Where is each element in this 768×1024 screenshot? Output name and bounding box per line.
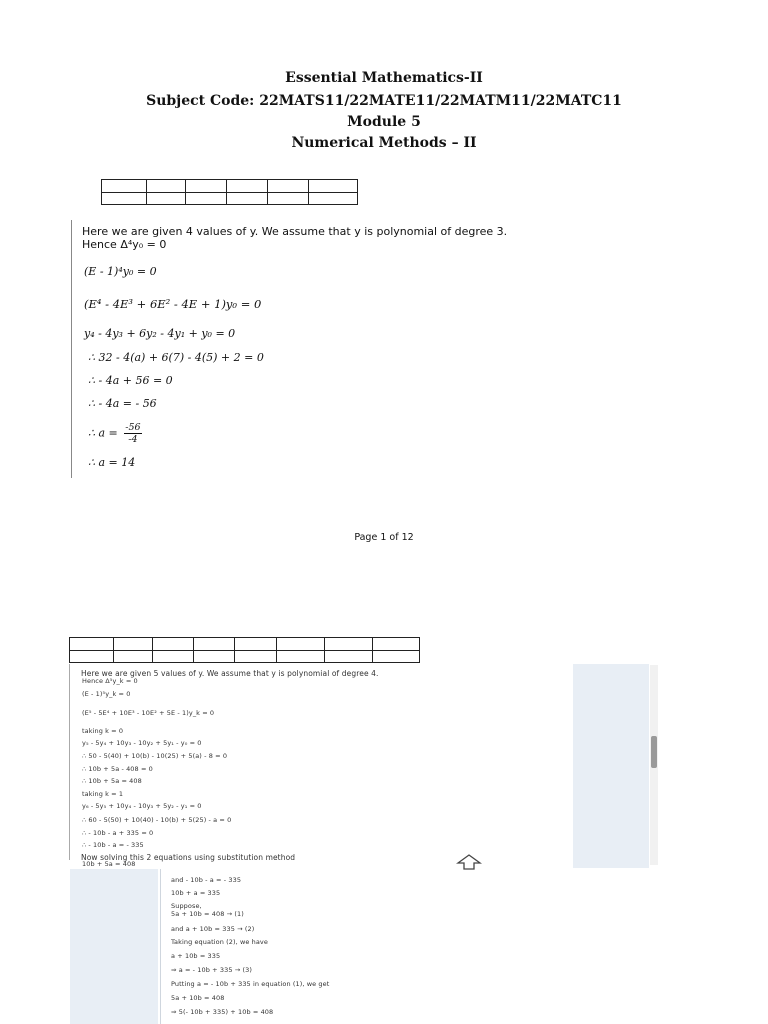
section3-line: 5a + 10b = 408 [171,994,225,1002]
table-cell [235,638,277,651]
table-cell [147,193,186,205]
table-cell [194,651,235,663]
section2-line: ∴ 50 - 5(40) + 10(b) - 10(25) + 5(a) - 8 = 0 [82,752,228,760]
table-cell [227,193,268,205]
page-number: Page 1 of 12 [354,532,414,543]
section3-line: Putting a = - 10b + 335 in equation (1), we get [171,980,330,988]
empty-table-2 [69,637,420,663]
section3-line: ⇒ a = - 10b + 335 → (3) [171,966,252,974]
section2-line: ∴ 10b + 5a - 408 = 0 [82,765,153,773]
section-title: Numerical Methods – II [291,135,477,151]
subject-code: Subject Code: 22MATS11/22MATE11/22MATM11/22MATC11 [146,93,622,109]
table-cell [373,638,420,651]
table-cell [70,651,114,663]
table-cell [268,193,309,205]
section2-line: (E - 1)⁵y_k = 0 [82,690,131,698]
table-cell [373,651,420,663]
section3-line: ⇒ 5(- 10b + 335) + 10b = 408 [171,1008,274,1016]
fraction [124,422,141,445]
section2-line: y₅ - 5y₄ + 10y₃ - 10y₂ + 5y₁ - y₀ = 0 [82,739,202,747]
section2-line: ∴ 10b + 5a = 408 [82,777,142,785]
intro-text: Here we are given 4 values of y. We assume that y is polynomial of degree 3. [82,225,508,238]
table-cell [309,193,358,205]
solution-left-border [71,220,72,478]
section2-line: Hence Δ⁵y_k = 0 [82,677,138,685]
section2-line: ∴ - 10b - a = - 335 [82,841,144,849]
section2-line: ∴ 60 - 5(50) + 10(40) - 10(b) + 5(25) - a = 0 [82,816,232,824]
section2-line: Here we are given 5 values of y. We assume that y is polynomial of degree 4. [81,669,379,678]
section3-line: and - 10b - a = - 335 [171,876,242,884]
equation: ∴ - 4a = - 56 [88,397,157,410]
section2-line: 10b + 5a = 408 [82,860,136,868]
scrollbar-thumb[interactable] [651,736,657,768]
screenshot-side-panel [573,664,649,868]
section3-divider [160,869,161,1024]
section2-line: Now solving this 2 equations using substitution method [81,853,296,862]
equation-fraction [88,422,142,445]
up-arrow-icon[interactable] [456,852,482,872]
equation-prefix: ∴ a = [88,426,118,440]
module-title: Module 5 [347,114,421,130]
table-cell [102,193,147,205]
table-cell [70,638,114,651]
fraction-denominator: -4 [128,434,138,445]
section2-line: taking k = 1 [82,790,124,798]
table-cell [153,638,194,651]
section3-line: Taking equation (2), we have [171,938,268,946]
table-cell [277,638,325,651]
section3-line: and a + 10b = 335 → (2) [171,925,255,933]
document-title: Essential Mathematics-II [285,70,483,86]
section3-line: 5a + 10b = 408 → (1) [171,910,244,918]
section2-left-border [69,664,70,860]
table-cell [277,651,325,663]
empty-table-1 [101,179,358,205]
table-cell [114,651,153,663]
table-cell [153,651,194,663]
equation: (E - 1)⁴y₀ = 0 [84,265,157,278]
section3-line: 10b + a = 335 [171,889,221,897]
table-cell [186,193,227,205]
table-cell [186,180,227,193]
section2-line: y₆ - 5y₅ + 10y₄ - 10y₃ + 5y₂ - y₁ = 0 [82,802,202,810]
intro-text-2: Hence Δ⁴y₀ = 0 [82,238,167,251]
table-cell [114,638,153,651]
table-cell [235,651,277,663]
equation: ∴ - 4a + 56 = 0 [88,374,173,387]
table-cell [325,638,373,651]
table-cell [309,180,358,193]
equation: (E⁴ - 4E³ + 6E² - 4E + 1)y₀ = 0 [84,297,262,311]
equation: ∴ 32 - 4(a) + 6(7) - 4(5) + 2 = 0 [88,351,264,364]
table-cell [325,651,373,663]
screenshot-lower-left-panel [70,869,158,1024]
fraction-numerator: -56 [125,422,141,433]
equation: ∴ a = 14 [88,456,136,469]
table-cell [147,180,186,193]
table-cell [194,638,235,651]
table-cell [227,180,268,193]
table-cell [268,180,309,193]
section3-line: a + 10b = 335 [171,952,221,960]
section3-line: Suppose, [171,902,202,910]
section2-line: (E⁵ - 5E⁴ + 10E³ - 10E² + 5E - 1)y_k = 0 [82,709,215,717]
section2-line: ∴ - 10b - a + 335 = 0 [82,829,154,837]
equation: y₄ - 4y₃ + 6y₂ - 4y₁ + y₀ = 0 [84,327,236,340]
table-cell [102,180,147,193]
section2-line: taking k = 0 [82,727,124,735]
